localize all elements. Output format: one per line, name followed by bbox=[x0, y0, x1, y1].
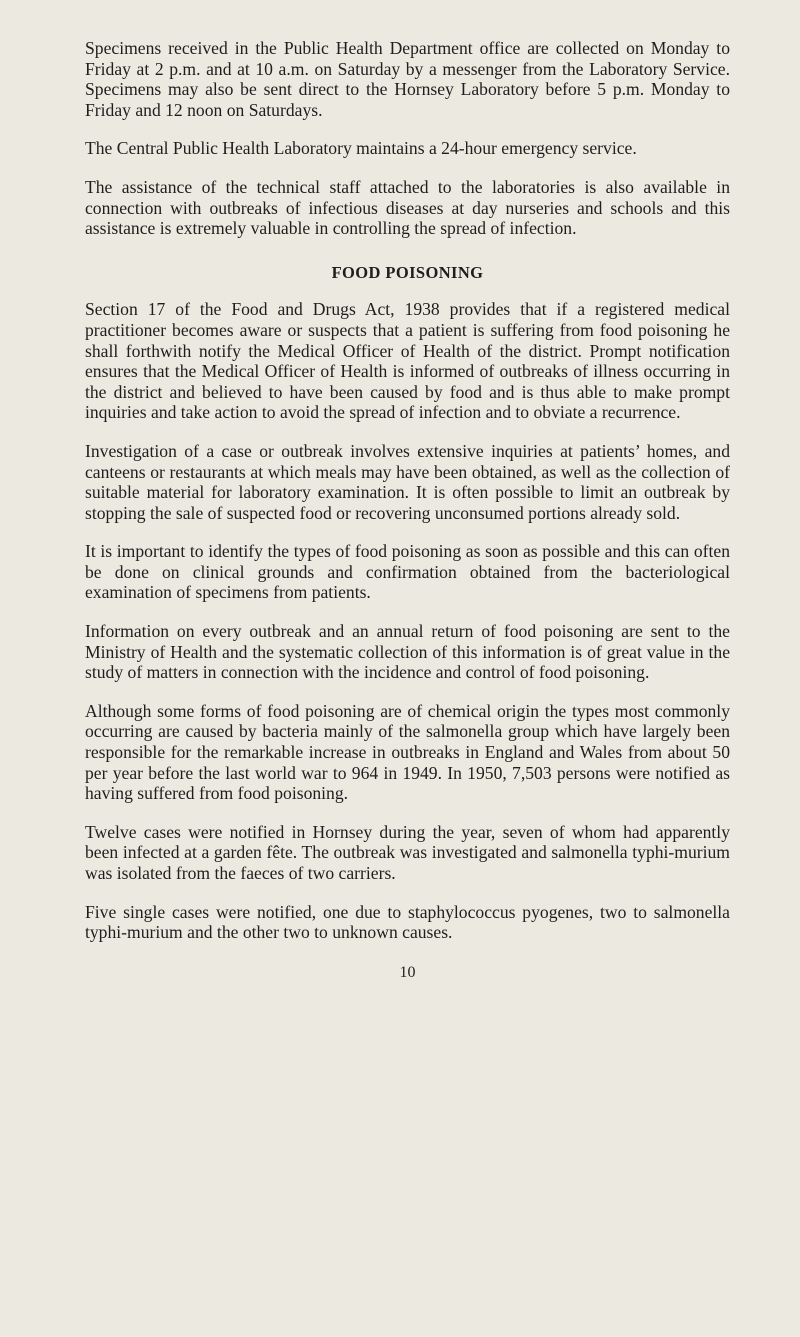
paragraph-chemical-origin: Although some forms of food poisoning are of chemical origin the types most commonly occurring are caused by bacteria mainly of the salmonella group which have largely been responsible for the remarkable increase in outbreaks in England and Wales from about 50 per year before the last world war to 964 in 1949. In 1950, 7,503 persons were notified as having suffered from food poisoning. bbox=[85, 700, 730, 804]
paragraph-information-outbreak: Information on every outbreak and an annual return of food poisoning are sent to the Ministry of Health and the systematic collection of this information is of great value in the study of matters in connection with the incidence and control of food poisoning. bbox=[85, 621, 730, 683]
page-number: 10 bbox=[399, 963, 416, 981]
paragraph-technical-staff: The assistance of the technical staff attached to the laboratories is also available in connection with outbreaks of infectious diseases at day nurseries and schools and this assistance is extremely valuable in controlling the spread of infection. bbox=[85, 176, 730, 239]
document-page bbox=[85, 38, 730, 983]
paragraph-emergency-service: The Central Public Health Laboratory maintains a 24-hour emergency service. bbox=[85, 138, 637, 159]
paragraph-five-single-cases: Five single cases were notified, one due to staphylococcus pyogenes, two to salmonella typhi-murium and the other two to unknown causes. bbox=[85, 901, 730, 943]
paragraph-section-17: Section 17 of the Food and Drugs Act, 1938 provides that if a registered medical practitioner becomes aware or suspects that a patient is suffering from food poisoning he shall forthwith notify the Medical Officer of Health of the district. Prompt notification ensures that the Medical Officer of Health is informed of outbreaks of illness occurring in the district and believed to have been caused by food and is thus able to make prompt inquiries and take action to avoid the spread of infection and to obviate a recurrence. bbox=[85, 299, 730, 423]
paragraph-specimens-collection: Specimens received in the Public Health Department office are collected on Monday to Friday at 2 p.m. and at 10 a.m. on Saturday by a messenger from the Laboratory Service. Specimens may also be sent direct to the Hornsey Laboratory before 5 p.m. Monday to Friday and 12 noon on Saturdays. bbox=[85, 38, 730, 120]
section-heading: FOOD POISONING bbox=[331, 262, 484, 282]
paragraph-identify-types: It is important to identify the types of food poisoning as soon as possible and this can often be done on clinical grounds and confirmation obtained from the bacteriological examination of specimens from patients. bbox=[85, 541, 730, 603]
paragraph-twelve-cases: Twelve cases were notified in Hornsey during the year, seven of whom had apparently been infected at a garden fête. The outbreak was investigated and salmonella typhi-murium was isolated from the faeces of two carriers. bbox=[85, 821, 730, 883]
paragraph-investigation: Investigation of a case or outbreak involves extensive inquiries at patients’ homes, and canteens or restaurants at which meals may have been obtained, as well as the collection of suitable material for laboratory examination. It is often possible to limit an outbreak by stopping the sale of suspected food or recovering unconsumed portions already sold. bbox=[85, 440, 730, 523]
